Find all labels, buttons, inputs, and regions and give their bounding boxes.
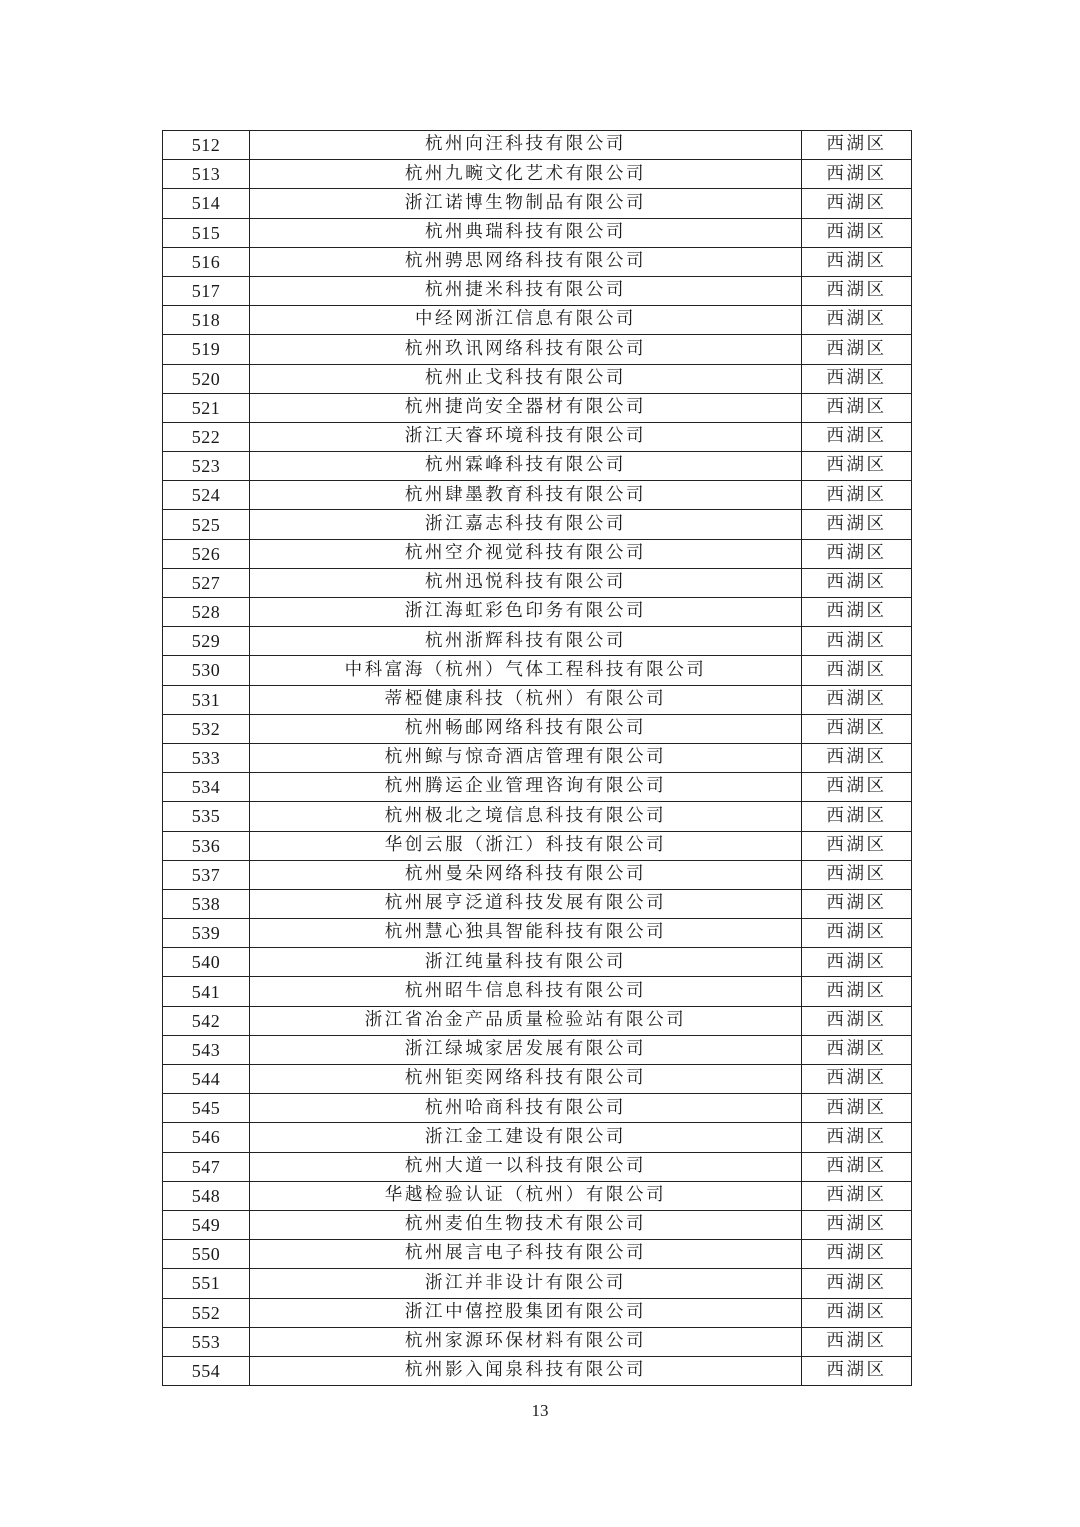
table-row	[163, 422, 912, 451]
district-cell: 西湖区	[802, 1006, 912, 1035]
table-row	[163, 1356, 912, 1385]
table-row	[163, 1210, 912, 1239]
company-name-cell: 杭州极北之境信息科技有限公司	[250, 802, 802, 831]
district-cell: 西湖区	[802, 539, 912, 568]
table-row	[163, 773, 912, 802]
company-name-cell: 中科富海（杭州）气体工程科技有限公司	[250, 656, 802, 685]
table-row	[163, 510, 912, 539]
district-cell: 西湖区	[802, 714, 912, 743]
row-number-cell: 527	[163, 568, 250, 597]
row-number-cell: 552	[163, 1298, 250, 1327]
company-name-cell: 杭州捷尚安全器材有限公司	[250, 393, 802, 422]
company-name-cell: 杭州骋思网络科技有限公司	[250, 247, 802, 276]
row-number-cell: 515	[163, 218, 250, 247]
company-table-body	[163, 131, 912, 1386]
district-cell: 西湖区	[802, 831, 912, 860]
row-number-cell: 528	[163, 598, 250, 627]
row-number-cell: 542	[163, 1006, 250, 1035]
row-number-cell: 522	[163, 422, 250, 451]
row-number-cell: 543	[163, 1035, 250, 1064]
company-name-cell: 杭州霖峰科技有限公司	[250, 452, 802, 481]
row-number-cell: 517	[163, 276, 250, 305]
company-name-cell: 浙江省冶金产品质量检验站有限公司	[250, 1006, 802, 1035]
row-number-cell: 539	[163, 919, 250, 948]
company-name-cell: 杭州影入闻泉科技有限公司	[250, 1356, 802, 1385]
company-name-cell: 杭州畅邮网络科技有限公司	[250, 714, 802, 743]
district-cell: 西湖区	[802, 802, 912, 831]
row-number-cell: 524	[163, 481, 250, 510]
company-name-cell: 华越检验认证（杭州）有限公司	[250, 1181, 802, 1210]
district-cell: 西湖区	[802, 160, 912, 189]
company-name-cell: 杭州钜奕网络科技有限公司	[250, 1065, 802, 1094]
row-number-cell: 516	[163, 247, 250, 276]
company-name-cell: 浙江金工建设有限公司	[250, 1123, 802, 1152]
table-row	[163, 1035, 912, 1064]
table-row	[163, 160, 912, 189]
row-number-cell: 546	[163, 1123, 250, 1152]
row-number-cell: 548	[163, 1181, 250, 1210]
company-name-cell: 蒂椏健康科技（杭州）有限公司	[250, 685, 802, 714]
district-cell: 西湖区	[802, 131, 912, 160]
district-cell: 西湖区	[802, 568, 912, 597]
table-row	[163, 714, 912, 743]
row-number-cell: 526	[163, 539, 250, 568]
row-number-cell: 540	[163, 948, 250, 977]
row-number-cell: 513	[163, 160, 250, 189]
table-row	[163, 1327, 912, 1356]
district-cell: 西湖区	[802, 1123, 912, 1152]
district-cell: 西湖区	[802, 481, 912, 510]
row-number-cell: 519	[163, 335, 250, 364]
company-name-cell: 杭州向汪科技有限公司	[250, 131, 802, 160]
district-cell: 西湖区	[802, 627, 912, 656]
row-number-cell: 512	[163, 131, 250, 160]
company-name-cell: 杭州空介视觉科技有限公司	[250, 539, 802, 568]
row-number-cell: 521	[163, 393, 250, 422]
table-row	[163, 948, 912, 977]
table-row	[163, 860, 912, 889]
district-cell: 西湖区	[802, 189, 912, 218]
company-name-cell: 杭州迅悦科技有限公司	[250, 568, 802, 597]
district-cell: 西湖区	[802, 1065, 912, 1094]
table-row	[163, 335, 912, 364]
district-cell: 西湖区	[802, 364, 912, 393]
table-row	[163, 1123, 912, 1152]
table-row	[163, 977, 912, 1006]
table-row	[163, 218, 912, 247]
row-number-cell: 532	[163, 714, 250, 743]
company-name-cell: 浙江绿城家居发展有限公司	[250, 1035, 802, 1064]
table-row	[163, 452, 912, 481]
row-number-cell: 538	[163, 889, 250, 918]
table-row	[163, 481, 912, 510]
district-cell: 西湖区	[802, 452, 912, 481]
table-row	[163, 1006, 912, 1035]
table-row	[163, 802, 912, 831]
table-row	[163, 1240, 912, 1269]
row-number-cell: 514	[163, 189, 250, 218]
district-cell: 西湖区	[802, 276, 912, 305]
page-number: 13	[531, 1401, 549, 1420]
company-name-cell: 浙江并非设计有限公司	[250, 1269, 802, 1298]
row-number-cell: 529	[163, 627, 250, 656]
table-row	[163, 568, 912, 597]
company-name-cell: 杭州鲸与惊奇酒店管理有限公司	[250, 743, 802, 772]
table-row	[163, 598, 912, 627]
district-cell: 西湖区	[802, 247, 912, 276]
district-cell: 西湖区	[802, 685, 912, 714]
table-row	[163, 831, 912, 860]
company-table	[162, 130, 912, 1386]
district-cell: 西湖区	[802, 1327, 912, 1356]
company-name-cell: 浙江诺博生物制品有限公司	[250, 189, 802, 218]
company-name-cell: 浙江天睿环境科技有限公司	[250, 422, 802, 451]
district-cell: 西湖区	[802, 393, 912, 422]
company-name-cell: 杭州典瑞科技有限公司	[250, 218, 802, 247]
company-name-cell: 杭州麦伯生物技术有限公司	[250, 1210, 802, 1239]
company-name-cell: 杭州腾运企业管理咨询有限公司	[250, 773, 802, 802]
table-row	[163, 627, 912, 656]
company-name-cell: 杭州慧心独具智能科技有限公司	[250, 919, 802, 948]
row-number-cell: 549	[163, 1210, 250, 1239]
row-number-cell: 518	[163, 306, 250, 335]
company-name-cell: 华创云服（浙江）科技有限公司	[250, 831, 802, 860]
district-cell: 西湖区	[802, 977, 912, 1006]
district-cell: 西湖区	[802, 1269, 912, 1298]
company-name-cell: 杭州曼朵网络科技有限公司	[250, 860, 802, 889]
table-row	[163, 1094, 912, 1123]
district-cell: 西湖区	[802, 422, 912, 451]
table-row	[163, 743, 912, 772]
table-row	[163, 306, 912, 335]
row-number-cell: 531	[163, 685, 250, 714]
company-name-cell: 杭州止戈科技有限公司	[250, 364, 802, 393]
row-number-cell: 553	[163, 1327, 250, 1356]
row-number-cell: 523	[163, 452, 250, 481]
table-row	[163, 189, 912, 218]
table-row	[163, 685, 912, 714]
table-row	[163, 539, 912, 568]
district-cell: 西湖区	[802, 335, 912, 364]
table-row	[163, 1065, 912, 1094]
district-cell: 西湖区	[802, 743, 912, 772]
district-cell: 西湖区	[802, 773, 912, 802]
table-row	[163, 1269, 912, 1298]
row-number-cell: 537	[163, 860, 250, 889]
company-name-cell: 浙江嘉志科技有限公司	[250, 510, 802, 539]
company-name-cell: 杭州九畹文化艺术有限公司	[250, 160, 802, 189]
company-name-cell: 杭州展言电子科技有限公司	[250, 1240, 802, 1269]
district-cell: 西湖区	[802, 1152, 912, 1181]
district-cell: 西湖区	[802, 1240, 912, 1269]
table-row	[163, 919, 912, 948]
company-name-cell: 杭州玖讯网络科技有限公司	[250, 335, 802, 364]
district-cell: 西湖区	[802, 889, 912, 918]
company-name-cell: 中经网浙江信息有限公司	[250, 306, 802, 335]
row-number-cell: 520	[163, 364, 250, 393]
table-row	[163, 656, 912, 685]
company-name-cell: 杭州哈商科技有限公司	[250, 1094, 802, 1123]
company-name-cell: 浙江海虹彩色印务有限公司	[250, 598, 802, 627]
company-name-cell: 杭州捷米科技有限公司	[250, 276, 802, 305]
district-cell: 西湖区	[802, 510, 912, 539]
company-name-cell: 杭州昭牛信息科技有限公司	[250, 977, 802, 1006]
table-row	[163, 393, 912, 422]
district-cell: 西湖区	[802, 919, 912, 948]
row-number-cell: 534	[163, 773, 250, 802]
row-number-cell: 533	[163, 743, 250, 772]
district-cell: 西湖区	[802, 656, 912, 685]
district-cell: 西湖区	[802, 1035, 912, 1064]
row-number-cell: 551	[163, 1269, 250, 1298]
row-number-cell: 547	[163, 1152, 250, 1181]
district-cell: 西湖区	[802, 1181, 912, 1210]
company-name-cell: 杭州肆墨教育科技有限公司	[250, 481, 802, 510]
row-number-cell: 545	[163, 1094, 250, 1123]
table-row	[163, 1298, 912, 1327]
district-cell: 西湖区	[802, 1356, 912, 1385]
row-number-cell: 541	[163, 977, 250, 1006]
row-number-cell: 554	[163, 1356, 250, 1385]
company-name-cell: 浙江纯量科技有限公司	[250, 948, 802, 977]
district-cell: 西湖区	[802, 1298, 912, 1327]
district-cell: 西湖区	[802, 1210, 912, 1239]
table-row	[163, 889, 912, 918]
district-cell: 西湖区	[802, 306, 912, 335]
company-name-cell: 杭州浙辉科技有限公司	[250, 627, 802, 656]
company-name-cell: 浙江中僖控股集团有限公司	[250, 1298, 802, 1327]
table-row	[163, 131, 912, 160]
table-row	[163, 1181, 912, 1210]
row-number-cell: 550	[163, 1240, 250, 1269]
district-cell: 西湖区	[802, 598, 912, 627]
district-cell: 西湖区	[802, 218, 912, 247]
district-cell: 西湖区	[802, 948, 912, 977]
table-row	[163, 247, 912, 276]
table-row	[163, 276, 912, 305]
row-number-cell: 536	[163, 831, 250, 860]
table-row	[163, 364, 912, 393]
row-number-cell: 535	[163, 802, 250, 831]
company-name-cell: 杭州展亨泛道科技发展有限公司	[250, 889, 802, 918]
row-number-cell: 525	[163, 510, 250, 539]
district-cell: 西湖区	[802, 860, 912, 889]
company-name-cell: 杭州大道一以科技有限公司	[250, 1152, 802, 1181]
row-number-cell: 544	[163, 1065, 250, 1094]
company-name-cell: 杭州家源环保材料有限公司	[250, 1327, 802, 1356]
row-number-cell: 530	[163, 656, 250, 685]
table-row	[163, 1152, 912, 1181]
district-cell: 西湖区	[802, 1094, 912, 1123]
